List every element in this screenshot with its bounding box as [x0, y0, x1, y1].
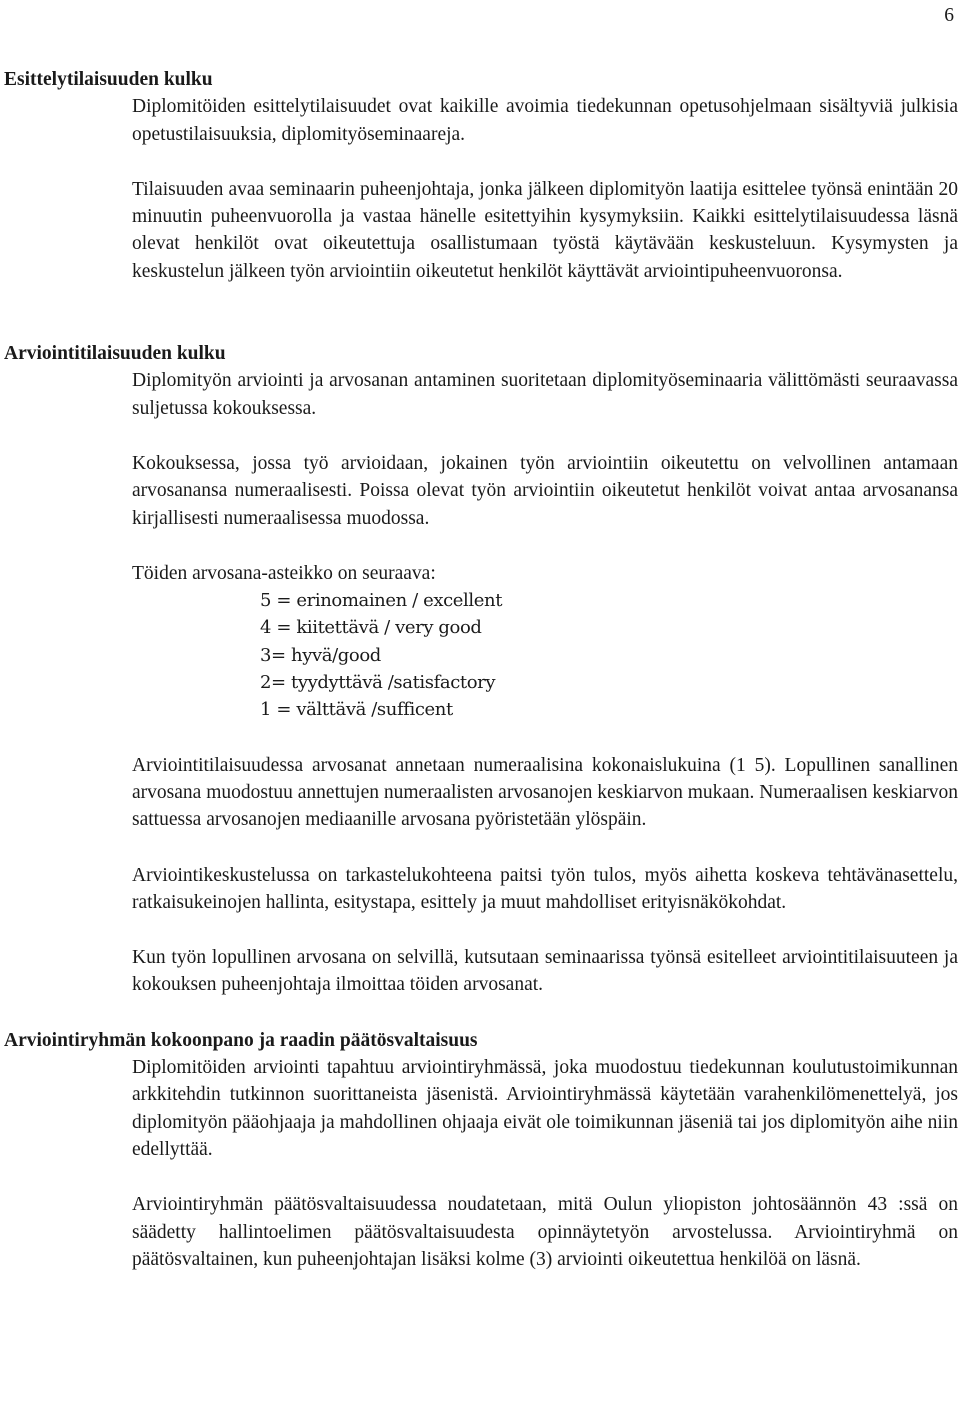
list-item: 2= tyydyttävä /satisfactory	[260, 672, 496, 694]
section-arviointiryhman-kokoonpano	[4, 1027, 958, 1273]
section-heading: Esittelytilaisuuden kulku	[4, 69, 213, 90]
paragraph: Kokouksessa, jossa työ arvioidaan, jokainen työn arviointiin oikeutettu on velvollinen antamaan arvosanansa numeraalisesti. Poissa olevat työn arviointiin oikeutetut henkilöt voivat antaa arvosanansa kirjallisesti numeraalisessa muodossa.	[132, 452, 958, 529]
paragraph: Kun työn lopullinen arvosana on selvillä, kutsutaan seminaarissa työnsä esitelleet arviointitilaisuuteen ja kokouksen puheenjohtaja ilmoittaa töiden arvosanat.	[132, 947, 958, 996]
section-arviointitilaisuuden-kulku	[4, 340, 958, 999]
page-number: 6	[944, 5, 954, 26]
paragraph: Diplomityön arviointi ja arvosanan antaminen suoritetaan diplomityöseminaaria välittömästi seuraavassa suljetussa kokouksessa.	[132, 370, 958, 419]
paragraph: Arviointitilaisuudessa arvosanat annetaan numeraalisina kokonaislukuina (1 5). Lopullinen sanallinen arvosana muodostuu annettujen numeraalisten arvosanojen keskiarvon mukaan. Numeraalisen keskiarvon sattuessa arvosanojen mediaanille arvosana pyöristetään ylöspäin.	[132, 754, 958, 831]
grade-scale-list	[260, 587, 958, 723]
paragraph: Diplomitöiden arviointi tapahtuu arviointiryhmässä, joka muodostuu tiedekunnan koulutustoimikunnan arkkitehdin tutkinnon suorittaneista jäsenistä. Arviointiryhmässä käytetään varahenkilömenettelyä, jos diplomityön pääohjaaja ja mahdollinen ohjaaja eivät ole toimikunnan jäseniä tai jos diplomityön aihe niin edellyttää.	[132, 1057, 958, 1160]
section-heading: Arviointiryhmän kokoonpano ja raadin päätösvaltaisuus	[4, 1029, 478, 1051]
list-item: 3= hyvä/good	[260, 644, 381, 666]
list-item: 5 = erinomainen / excellent	[260, 590, 503, 612]
paragraph: Tilaisuuden avaa seminaarin puheenjohtaja, jonka jälkeen diplomityön laatija esittelee työnsä enintään 20 minuutin puheenvuorolla ja vastaa hänelle esitettyihin kysymyksiin. Kaikki esittelytilaisuudessa läsnä olevat henkilöt ovat oikeutettuja osallistumaan työstä käytävään keskusteluun. Kysymysten ja keskustelun jälkeen työn arviointiin oikeutetut henkilöt käyttävät arviointipuheenvuoronsa.	[132, 178, 958, 282]
paragraph: Diplomitöiden esittelytilaisuudet ovat kaikille avoimia tiedekunnan opetusohjelmaan sisältyviä julkisia opetustilaisuuksia, diplomityöseminaareja.	[132, 96, 958, 145]
paragraph: Arviointiryhmän päätösvaltaisuudessa noudatetaan, mitä Oulun yliopiston johtosäännön 43 :ssä on säädetty hallintoelimen päätösvaltaisuudesta opinnäytetyön arvostelussa. Arviointiryhmä on päätösvaltainen, kun puheenjohtajan lisäksi kolme (3) arviointi oikeutettua henkilöä on läsnä.	[132, 1194, 958, 1270]
paragraph: Töiden arvosana-asteikko on seuraava:	[132, 562, 436, 584]
list-item: 4 = kiitettävä / very good	[260, 617, 482, 639]
page-content	[4, 66, 958, 1273]
paragraph: Arviointikeskustelussa on tarkastelukohteena paitsi työn tulos, myös aihetta koskeva tehtävänasettelu, ratkaisukeinojen hallinta, esitystapa, esittely ja muut mahdolliset erityisnäkökohdat.	[132, 864, 958, 913]
section-esittelytilaisuuden-kulku	[4, 66, 958, 285]
list-item: 1 = välttävä /sufficent	[260, 699, 453, 721]
section-heading: Arviointitilaisuuden kulku	[4, 343, 226, 365]
